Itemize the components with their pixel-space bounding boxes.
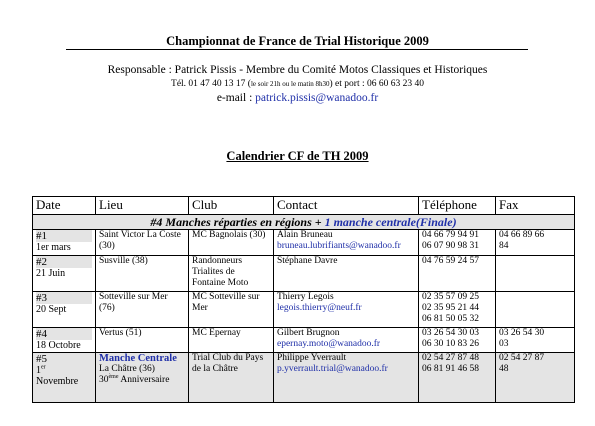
title-underline: [66, 49, 528, 50]
contact-name: Thierry Legois: [277, 292, 334, 302]
anniv-num: 30: [99, 375, 109, 385]
responsable-line: Responsable : Patrick Pissis - Membre du Comité Motos Classiques et Historiques: [107, 64, 488, 76]
header-fax: Fax: [496, 197, 575, 215]
contact-email[interactable]: legois.thierry@neuf.fr: [277, 303, 362, 313]
club-cell: Randonneurs Trialites de Fontaine Moto: [189, 256, 274, 292]
event-number: #1: [36, 230, 92, 242]
contact-cell: [274, 328, 419, 353]
fax: 02 54 27 87: [499, 353, 545, 363]
phone-cell: [419, 256, 496, 292]
fax: 04 66 89 66: [499, 230, 545, 240]
tel-prefix: Tél. 01 47 40 13 17 (: [171, 79, 251, 89]
table-row: [33, 230, 575, 256]
header-date: Date: [33, 197, 96, 215]
header-club: Club: [189, 197, 274, 215]
event-date: 18 Octobre: [36, 340, 81, 351]
phone: 06 30 10 83 26: [422, 339, 479, 349]
lieu-cell: [96, 353, 189, 403]
fax: 48: [499, 364, 509, 374]
anniversary-text: [99, 375, 185, 386]
phone-cell: [419, 292, 496, 328]
email-line: [0, 92, 595, 104]
phone: 02 35 95 21 44: [422, 303, 479, 313]
header-lieu: Lieu: [96, 197, 189, 215]
fax-cell: [496, 292, 575, 328]
calendar-title: Calendrier CF de TH 2009: [226, 149, 369, 163]
tel-suffix: ) et port : 06 60 63 23 40: [329, 79, 424, 89]
fax: 03: [499, 339, 509, 349]
lieu-place: La Châtre (36): [99, 364, 155, 374]
contact-name: Stéphane Davre: [277, 256, 338, 266]
fax-cell: [496, 230, 575, 256]
event-date: 1er mars: [36, 242, 71, 253]
date-day: 1: [36, 365, 41, 376]
contact-name: Alain Bruneau: [277, 230, 333, 240]
fax: 84: [499, 241, 509, 251]
banner-row: [33, 215, 575, 230]
date-cell: [33, 230, 96, 256]
date-cell: [33, 353, 96, 403]
phone: 02 35 57 09 25: [422, 292, 479, 302]
fax: 03 26 54 30: [499, 328, 545, 338]
date-cell: [33, 292, 96, 328]
banner-text: #4 Manches réparties en régions +: [150, 215, 325, 229]
manche-centrale-label: Manche Centrale: [99, 353, 177, 364]
contact-email[interactable]: epernay.moto@wanadoo.fr: [277, 339, 381, 349]
table-row: [33, 256, 575, 292]
phone: 06 81 50 05 32: [422, 314, 479, 324]
phone: 06 81 91 46 58: [422, 364, 479, 374]
contact-cell: [274, 353, 419, 403]
header-telephone: Téléphone: [419, 197, 496, 215]
contact-cell: [274, 292, 419, 328]
event-date-month: Novembre: [36, 376, 79, 387]
club-cell: MC Bagnolais (30): [189, 230, 274, 256]
lieu-cell: Saint Victor La Coste (30): [96, 230, 189, 256]
contact-cell: [274, 256, 419, 292]
anniv-label: Anniversaire: [118, 375, 170, 385]
club-cell: Trial Club du Pays de la Châtre: [189, 353, 274, 403]
lieu-cell: Susville (38): [96, 256, 189, 292]
phone: 02 54 27 87 48: [422, 353, 479, 363]
telephone-line: [0, 79, 595, 89]
fax-cell: [496, 353, 575, 403]
anniv-sup: ème: [108, 373, 119, 380]
banner-finale-text: 1 manche centrale(Finale): [324, 215, 457, 229]
contact-cell: [274, 230, 419, 256]
contact-name: Philippe Yverrault: [277, 353, 347, 363]
table-row: [33, 328, 575, 353]
club-cell: MC Sotteville sur Mer: [189, 292, 274, 328]
table-row: [33, 292, 575, 328]
event-date: 21 Juin: [36, 268, 66, 279]
document-title: Championnat de France de Trial Historique 2009: [166, 34, 429, 48]
phone: 04 66 79 94 91: [422, 230, 479, 240]
date-sup: er: [41, 364, 46, 371]
event-number: #2: [36, 256, 92, 268]
banner-cell: [33, 215, 575, 230]
contact-email[interactable]: p.yverrault.trial@wanadoo.fr: [277, 364, 388, 374]
table-header-row: [33, 197, 575, 215]
phone-cell: [419, 328, 496, 353]
lieu-cell: Sotteville sur Mer (76): [96, 292, 189, 328]
phone-cell: [419, 230, 496, 256]
event-number: #4: [36, 328, 92, 340]
event-number: #5: [36, 353, 47, 365]
date-cell: [33, 256, 96, 292]
event-date-day: [36, 365, 92, 376]
email-label: e-mail :: [216, 92, 256, 104]
event-date: 20 Sept: [36, 304, 67, 315]
contact-email[interactable]: bruneau.lubrifiants@wanadoo.fr: [277, 241, 401, 251]
email-link[interactable]: patrick.pissis@wanadoo.fr: [255, 92, 379, 104]
club-cell: MC Epernay: [189, 328, 274, 353]
tel-note: le soir 21h ou le matin 8h30: [250, 80, 330, 88]
phone-cell: [419, 353, 496, 403]
header-contact: Contact: [274, 197, 419, 215]
fax-cell: [496, 328, 575, 353]
lieu-cell: Vertus (51): [96, 328, 189, 353]
phone: 03 26 54 30 03: [422, 328, 479, 338]
contact-name: Gilbert Brugnon: [277, 328, 340, 338]
fax-cell: [496, 256, 575, 292]
calendar-table: [32, 196, 575, 403]
date-cell: [33, 328, 96, 353]
table-row-final: [33, 353, 575, 403]
event-number: #3: [36, 292, 92, 304]
phone: 04 76 59 24 57: [422, 256, 479, 266]
phone: 06 07 90 98 31: [422, 241, 479, 251]
